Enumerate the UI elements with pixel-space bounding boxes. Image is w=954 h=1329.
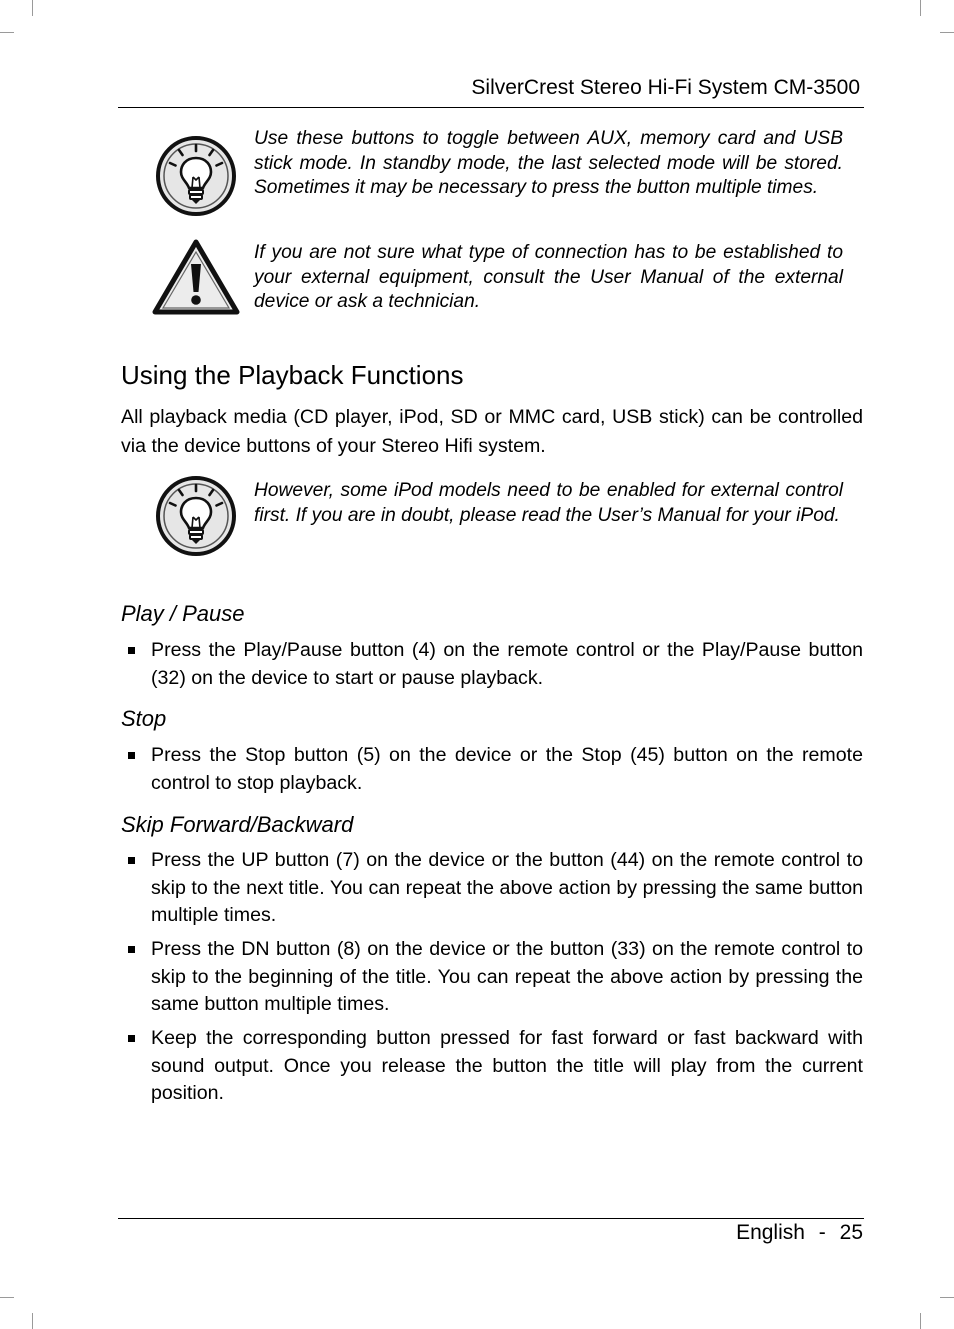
bullet-icon bbox=[128, 946, 135, 953]
crop-mark bbox=[940, 1297, 954, 1298]
list-item bbox=[121, 637, 863, 692]
lightbulb-icon bbox=[155, 135, 239, 217]
tip-note: Use these buttons to toggle between AUX, memory card and USB stick mode. In standby mode, the last selected mode will be stored. Sometimes it may be necessary to press the button multiple times. bbox=[254, 128, 843, 198]
footer-language: English bbox=[736, 1221, 805, 1244]
list-item-text: Press the UP button (7) on the device or the button (44) on the remote control to skip to the next title. You can repeat the above action by pressing the same button multiple times. bbox=[151, 849, 863, 926]
intro-paragraph: All playback media (CD player, iPod, SD or MMC card, USB stick) can be controlled via the device buttons of your Stereo Hifi system. bbox=[121, 406, 863, 457]
warning-icon bbox=[152, 238, 240, 316]
list-item bbox=[121, 1025, 863, 1108]
list-item-text: Press the DN button (8) on the device or the button (33) on the remote control to skip to the beginning of the title. You can repeat the above action by pressing the same button multiple times. bbox=[151, 938, 863, 1015]
section-title: Using the Playback Functions bbox=[121, 360, 464, 390]
footer-rule bbox=[118, 1218, 864, 1219]
list-item bbox=[121, 936, 863, 1019]
crop-mark bbox=[0, 32, 14, 33]
list-item-text: Press the Stop button (5) on the device or the Stop (45) button on the remote control to stop playback. bbox=[151, 744, 863, 794]
list-item-text: Keep the corresponding button pressed for fast forward or fast backward with sound output. Once you release the button the title will play from the current position. bbox=[151, 1027, 863, 1104]
tip-note: However, some iPod models need to be enabled for external control first. If you are in doubt, please read the User’s Manual for your iPod. bbox=[254, 480, 843, 526]
bullet-icon bbox=[128, 647, 135, 654]
footer-separator: - bbox=[818, 1221, 826, 1244]
list-item-text: Press the Play/Pause button (4) on the remote control or the Play/Pause button (32) on the device to start or pause playback. bbox=[151, 639, 863, 689]
crop-mark bbox=[940, 32, 954, 33]
bullet-icon bbox=[128, 752, 135, 759]
bullet-icon bbox=[128, 857, 135, 864]
subsection-title-skip: Skip Forward/Backward bbox=[121, 812, 354, 837]
crop-mark bbox=[0, 1297, 14, 1298]
list-item bbox=[121, 742, 863, 797]
page-footer bbox=[736, 1221, 863, 1245]
crop-mark bbox=[920, 0, 921, 16]
crop-mark bbox=[32, 1313, 33, 1329]
header-rule bbox=[118, 107, 864, 108]
running-header: SilverCrest Stereo Hi-Fi System CM-3500 bbox=[471, 76, 860, 99]
bullet-icon bbox=[128, 1035, 135, 1042]
crop-mark bbox=[32, 0, 33, 16]
subsection-title-stop: Stop bbox=[121, 706, 167, 731]
crop-mark bbox=[920, 1313, 921, 1329]
list-item bbox=[121, 847, 863, 930]
lightbulb-icon bbox=[155, 475, 239, 557]
page-number: 25 bbox=[839, 1221, 863, 1244]
subsection-title-play-pause: Play / Pause bbox=[121, 601, 245, 626]
warning-note: If you are not sure what type of connection has to be established to your external equipment, consult the User Manual of the external device or ask a technician. bbox=[254, 242, 843, 312]
